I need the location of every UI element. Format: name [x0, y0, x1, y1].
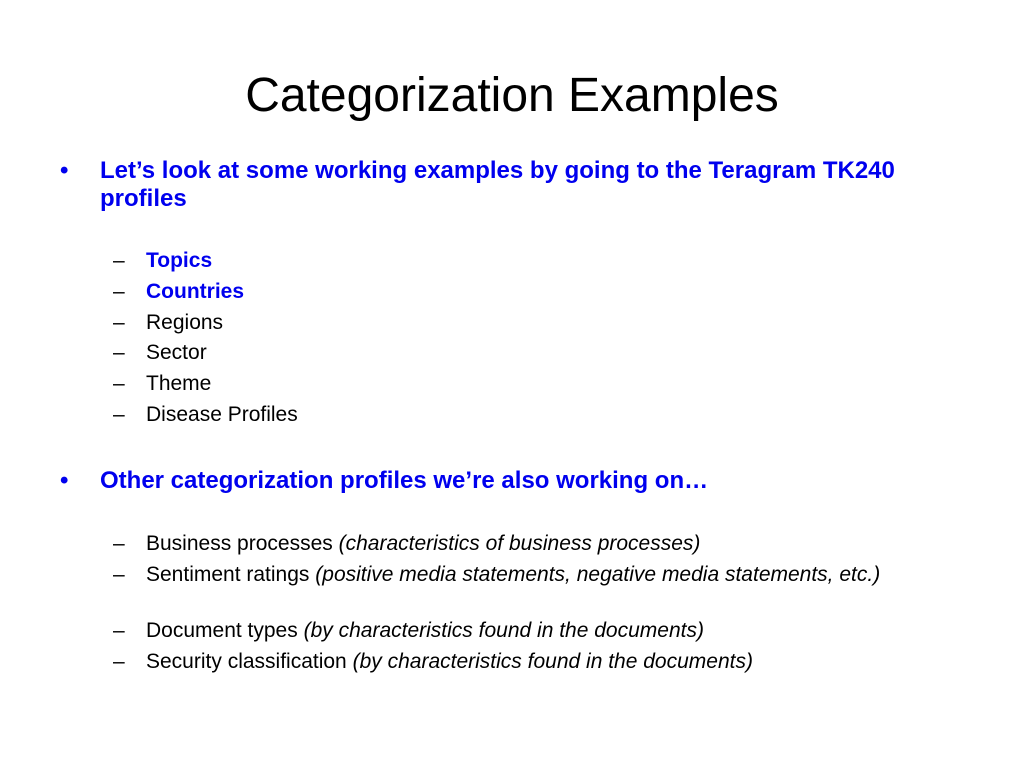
sub-item-label: Security classification: [146, 650, 347, 673]
bullet-text: Other categorization profiles we’re also working on…: [100, 467, 709, 494]
dash-marker: –: [113, 372, 125, 395]
sub-item-content: [146, 619, 973, 643]
dash-marker: –: [113, 532, 125, 555]
sub-item-content: [146, 650, 973, 674]
sub-item-label: Disease Profiles: [146, 403, 298, 426]
dash-marker: –: [113, 311, 125, 334]
sub-item-sector: [113, 341, 973, 365]
sub-item-theme: [113, 372, 973, 396]
sub-item-note: (by characteristics found in the documents): [352, 650, 753, 673]
sub-item-label: Document types: [146, 619, 298, 642]
sub-item-note: (by characteristics found in the documents): [303, 619, 704, 642]
dash-marker: –: [113, 403, 125, 426]
bullet-other-profiles: [60, 467, 970, 495]
sub-item-label: Topics: [146, 249, 213, 272]
slide-title: Categorization Examples: [245, 69, 779, 122]
sub-item-label: Sentiment ratings: [146, 563, 310, 586]
sub-item-content: [146, 532, 973, 556]
dash-marker: –: [113, 563, 125, 586]
dash-marker: –: [113, 650, 125, 673]
dash-marker: –: [113, 341, 125, 364]
sub-item-note: (characteristics of business processes): [338, 532, 701, 555]
sub-item-countries: [113, 280, 973, 304]
sub-item-disease-profiles: [113, 403, 973, 427]
bullet-marker: •: [60, 467, 69, 494]
dash-marker: –: [113, 280, 125, 303]
dash-marker: –: [113, 249, 125, 272]
bullet-working-examples: [60, 157, 970, 213]
sub-item-label: Sector: [146, 341, 207, 364]
sub-item-business-processes: [113, 532, 973, 556]
bullet-marker: •: [60, 157, 69, 184]
sub-item-sentiment-ratings: [113, 563, 973, 587]
sub-item-note: (positive media statements, negative media statements, etc.): [315, 563, 881, 586]
dash-marker: –: [113, 619, 125, 642]
sub-item-label: Countries: [146, 280, 245, 303]
sub-item-topics: [113, 249, 973, 273]
sub-item-regions: [113, 311, 973, 335]
sub-item-security-classification: [113, 650, 973, 674]
bullet-text: Let’s look at some working examples by going to the Teragram TK240 profiles: [100, 157, 895, 212]
sub-item-label: Regions: [146, 311, 224, 334]
sub-item-label: Theme: [146, 372, 212, 395]
sub-item-document-types: [113, 619, 973, 643]
sub-item-content: [146, 563, 973, 587]
sub-item-label: Business processes: [146, 532, 333, 555]
